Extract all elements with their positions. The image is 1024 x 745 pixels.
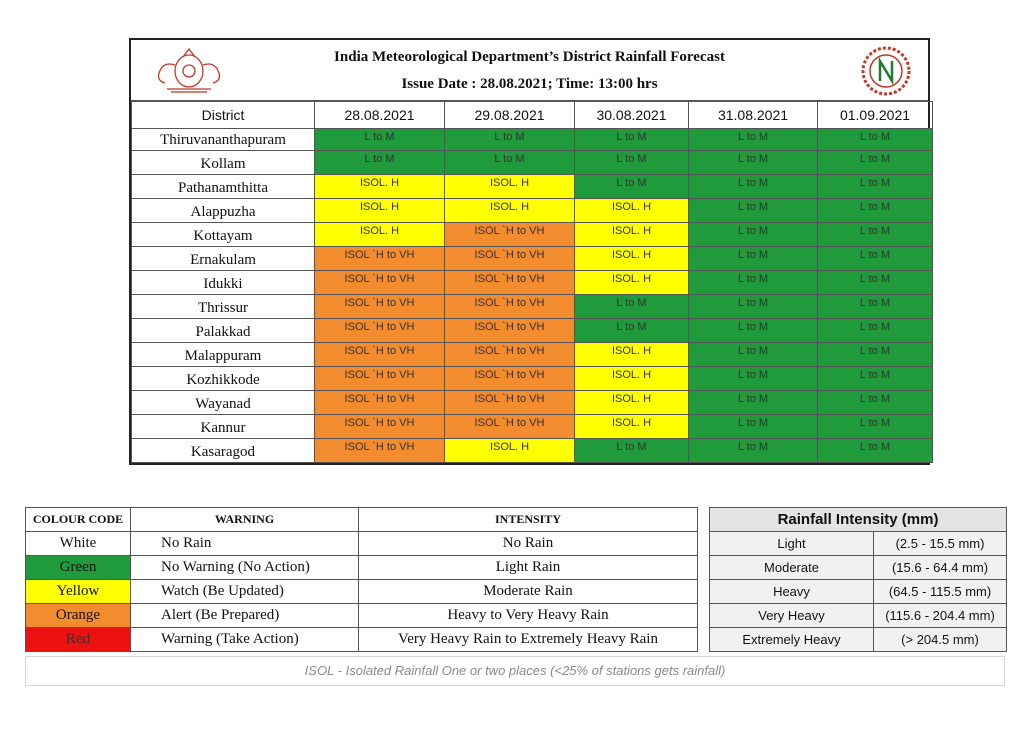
forecast-cell: ISOL `H to VH	[315, 367, 445, 391]
intensity-text: Heavy to Very Heavy Rain	[359, 604, 698, 628]
forecast-cell: L to M	[818, 247, 933, 271]
district-name: Ernakulam	[132, 247, 315, 271]
forecast-cell: L to M	[445, 129, 575, 151]
forecast-grid	[131, 101, 933, 463]
table-row	[132, 391, 933, 415]
forecast-cell: L to M	[689, 151, 818, 175]
warning-text: Warning (Take Action)	[131, 628, 359, 652]
forecast-cell: L to M	[689, 271, 818, 295]
colour-code-swatch: Green	[26, 556, 131, 580]
forecast-cell: L to M	[689, 343, 818, 367]
warning-text: No Rain	[131, 532, 359, 556]
forecast-cell: L to M	[818, 151, 933, 175]
forecast-cell: ISOL `H to VH	[315, 391, 445, 415]
forecast-cell: ISOL. H	[575, 415, 689, 439]
forecast-cell: ISOL `H to VH	[445, 343, 575, 367]
colour-code-swatch: Orange	[26, 604, 131, 628]
district-name: Thrissur	[132, 295, 315, 319]
forecast-cell: ISOL. H	[575, 223, 689, 247]
warning-text: Alert (Be Prepared)	[131, 604, 359, 628]
legend-header-warning: WARNING	[131, 508, 359, 532]
forecast-cell: ISOL. H	[575, 343, 689, 367]
district-name: Alappuzha	[132, 199, 315, 223]
forecast-cell: L to M	[818, 271, 933, 295]
legend-row	[26, 532, 698, 556]
table-row	[132, 415, 933, 439]
forecast-cell: L to M	[575, 151, 689, 175]
forecast-cell: L to M	[689, 319, 818, 343]
forecast-cell: L to M	[818, 415, 933, 439]
legend-row	[26, 604, 698, 628]
forecast-cell: L to M	[575, 295, 689, 319]
district-name: Kozhikkode	[132, 367, 315, 391]
forecast-cell: L to M	[818, 439, 933, 463]
forecast-cell: ISOL. H	[575, 367, 689, 391]
forecast-cell: ISOL `H to VH	[315, 439, 445, 463]
table-row	[132, 319, 933, 343]
forecast-cell: ISOL `H to VH	[315, 319, 445, 343]
column-header-date: 01.09.2021	[818, 102, 933, 129]
intensity-row	[710, 580, 1007, 604]
forecast-cell: ISOL `H to VH	[445, 319, 575, 343]
imd-logo-icon	[860, 45, 912, 97]
forecast-cell: ISOL `H to VH	[445, 367, 575, 391]
intensity-range: (64.5 - 115.5 mm)	[874, 580, 1007, 604]
forecast-cell: L to M	[689, 391, 818, 415]
district-name: Kasaragod	[132, 439, 315, 463]
intensity-row	[710, 556, 1007, 580]
forecast-header	[131, 40, 928, 101]
forecast-cell: L to M	[445, 151, 575, 175]
forecast-cell: L to M	[689, 223, 818, 247]
district-name: Malappuram	[132, 343, 315, 367]
table-row	[132, 129, 933, 151]
forecast-cell: L to M	[818, 199, 933, 223]
intensity-row	[710, 532, 1007, 556]
district-name: Pathanamthitta	[132, 175, 315, 199]
intensity-range: (> 204.5 mm)	[874, 628, 1007, 652]
colour-code-legend	[25, 507, 698, 652]
intensity-text: Light Rain	[359, 556, 698, 580]
forecast-cell: ISOL. H	[445, 175, 575, 199]
forecast-cell: ISOL `H to VH	[445, 415, 575, 439]
forecast-title: India Meteorological Department’s District Rainfall Forecast	[334, 49, 725, 65]
table-row	[132, 223, 933, 247]
district-name: Wayanad	[132, 391, 315, 415]
legend-row	[26, 628, 698, 652]
intensity-text: Moderate Rain	[359, 580, 698, 604]
rainfall-intensity-table	[709, 507, 1007, 652]
rainfall-intensity-title: Rainfall Intensity (mm)	[710, 508, 1007, 532]
legend-header-colour-code: COLOUR CODE	[26, 508, 131, 532]
forecast-cell: L to M	[315, 151, 445, 175]
forecast-cell: L to M	[315, 129, 445, 151]
intensity-text: Very Heavy Rain to Extremely Heavy Rain	[359, 628, 698, 652]
forecast-cell: ISOL `H to VH	[445, 391, 575, 415]
forecast-cell: L to M	[689, 247, 818, 271]
forecast-cell: L to M	[818, 343, 933, 367]
colour-code-swatch: White	[26, 532, 131, 556]
forecast-cell: L to M	[689, 199, 818, 223]
forecast-cell: L to M	[818, 391, 933, 415]
forecast-cell: ISOL. H	[315, 199, 445, 223]
forecast-cell: ISOL. H	[575, 391, 689, 415]
intensity-range: (2.5 - 15.5 mm)	[874, 532, 1007, 556]
forecast-cell: ISOL. H	[575, 271, 689, 295]
forecast-cell: L to M	[689, 439, 818, 463]
forecast-cell: ISOL `H to VH	[315, 343, 445, 367]
district-name: Kannur	[132, 415, 315, 439]
forecast-cell: L to M	[818, 175, 933, 199]
table-row	[132, 271, 933, 295]
column-header-date: 31.08.2021	[689, 102, 818, 129]
forecast-cell: ISOL `H to VH	[445, 223, 575, 247]
forecast-cell: ISOL `H to VH	[315, 415, 445, 439]
forecast-cell: L to M	[689, 367, 818, 391]
column-header-date: 30.08.2021	[575, 102, 689, 129]
forecast-cell: ISOL. H	[445, 439, 575, 463]
district-name: Palakkad	[132, 319, 315, 343]
table-row	[132, 295, 933, 319]
intensity-text: No Rain	[359, 532, 698, 556]
forecast-cell: ISOL `H to VH	[315, 295, 445, 319]
table-row	[132, 199, 933, 223]
forecast-cell: L to M	[818, 223, 933, 247]
district-name: Kollam	[132, 151, 315, 175]
colour-code-swatch: Red	[26, 628, 131, 652]
district-name: Idukki	[132, 271, 315, 295]
table-row	[132, 151, 933, 175]
forecast-cell: L to M	[689, 129, 818, 151]
district-name: Kottayam	[132, 223, 315, 247]
intensity-range: (15.6 - 64.4 mm)	[874, 556, 1007, 580]
table-row	[132, 439, 933, 463]
forecast-cell: L to M	[689, 415, 818, 439]
forecast-cell: L to M	[575, 439, 689, 463]
table-row	[132, 175, 933, 199]
forecast-cell: L to M	[575, 129, 689, 151]
forecast-cell: ISOL. H	[575, 199, 689, 223]
forecast-cell: ISOL `H to VH	[445, 295, 575, 319]
legend-row	[26, 556, 698, 580]
issue-date: Issue Date : 28.08.2021; Time: 13:00 hrs	[401, 76, 658, 92]
forecast-table	[129, 38, 930, 465]
forecast-cell: L to M	[689, 295, 818, 319]
intensity-row	[710, 628, 1007, 652]
intensity-range: (115.6 - 204.4 mm)	[874, 604, 1007, 628]
forecast-cell: ISOL `H to VH	[315, 247, 445, 271]
forecast-cell: ISOL. H	[445, 199, 575, 223]
warning-text: No Warning (No Action)	[131, 556, 359, 580]
forecast-cell: ISOL. H	[315, 175, 445, 199]
forecast-cell: L to M	[689, 175, 818, 199]
legend-header-intensity: INTENSITY	[359, 508, 698, 532]
table-row	[132, 367, 933, 391]
forecast-cell: ISOL `H to VH	[315, 271, 445, 295]
district-name: Thiruvananthapuram	[132, 129, 315, 151]
column-header-district: District	[132, 102, 315, 129]
forecast-cell: ISOL `H to VH	[445, 271, 575, 295]
warning-text: Watch (Be Updated)	[131, 580, 359, 604]
table-row	[132, 247, 933, 271]
forecast-cell: L to M	[818, 295, 933, 319]
intensity-label: Very Heavy	[710, 604, 874, 628]
colour-code-swatch: Yellow	[26, 580, 131, 604]
forecast-cell: L to M	[818, 129, 933, 151]
forecast-cell: ISOL `H to VH	[445, 247, 575, 271]
intensity-label: Heavy	[710, 580, 874, 604]
intensity-row	[710, 604, 1007, 628]
intensity-label: Light	[710, 532, 874, 556]
forecast-cell: L to M	[818, 367, 933, 391]
table-row	[132, 343, 933, 367]
forecast-cell: L to M	[818, 319, 933, 343]
legend-row	[26, 580, 698, 604]
forecast-cell: L to M	[575, 175, 689, 199]
isol-footnote: ISOL - Isolated Rainfall One or two places (<25% of stations gets rainfall)	[25, 656, 1005, 686]
intensity-label: Moderate	[710, 556, 874, 580]
forecast-cell: ISOL. H	[575, 247, 689, 271]
column-header-date: 29.08.2021	[445, 102, 575, 129]
column-header-date: 28.08.2021	[315, 102, 445, 129]
forecast-cell: ISOL. H	[315, 223, 445, 247]
intensity-label: Extremely Heavy	[710, 628, 874, 652]
forecast-cell: L to M	[575, 319, 689, 343]
